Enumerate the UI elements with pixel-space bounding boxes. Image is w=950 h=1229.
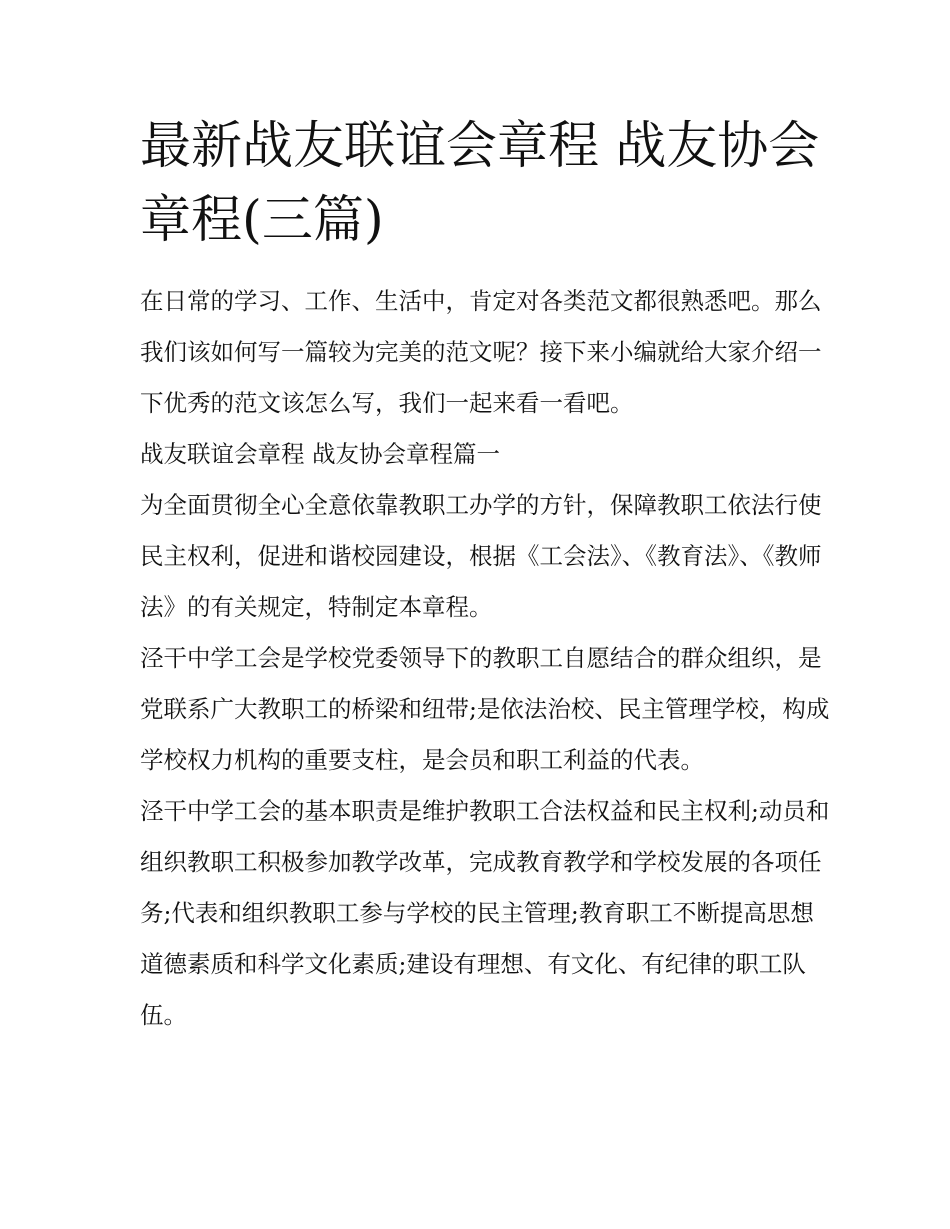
section-heading: 战友联谊会章程 战友协会章程篇一 [140, 440, 500, 468]
paragraph: 泾干中学工会的基本职责是维护教职工合法权益和民主权利;动员和组织教职工积极参加教学改革，完成教育教学和学校发展的各项任务;代表和组织教职工参与学校的民主管理;教育职工不断提高思想道德素质和科学文化素质;建设有理想、有文化、有纪律的职工队伍。 [140, 797, 830, 1029]
document-body [140, 276, 830, 1041]
paragraph-intro: 在日常的学习、工作、生活中，肯定对各类范文都很熟悉吧。那么我们该如何写一篇较为完美的范文呢？接下来小编就给大家介绍一下优秀的范文该怎么写，我们一起来看一看吧。 [140, 287, 822, 417]
document-title: 最新战友联谊会章程 战友协会章程(三篇) [140, 117, 820, 250]
paragraph: 泾干中学工会是学校党委领导下的教职工自愿结合的群众组织，是党联系广大教职工的桥梁和纽带;是依法治校、民主管理学校，构成学校权力机构的重要支柱，是会员和职工利益的代表。 [140, 644, 830, 774]
paragraph: 为全面贯彻全心全意依靠教职工办学的方针，保障教职工依法行使民主权利，促进和谐校园建设，根据《工会法》、《教育法》、《教师法》的有关规定，特制定本章程。 [140, 491, 822, 621]
